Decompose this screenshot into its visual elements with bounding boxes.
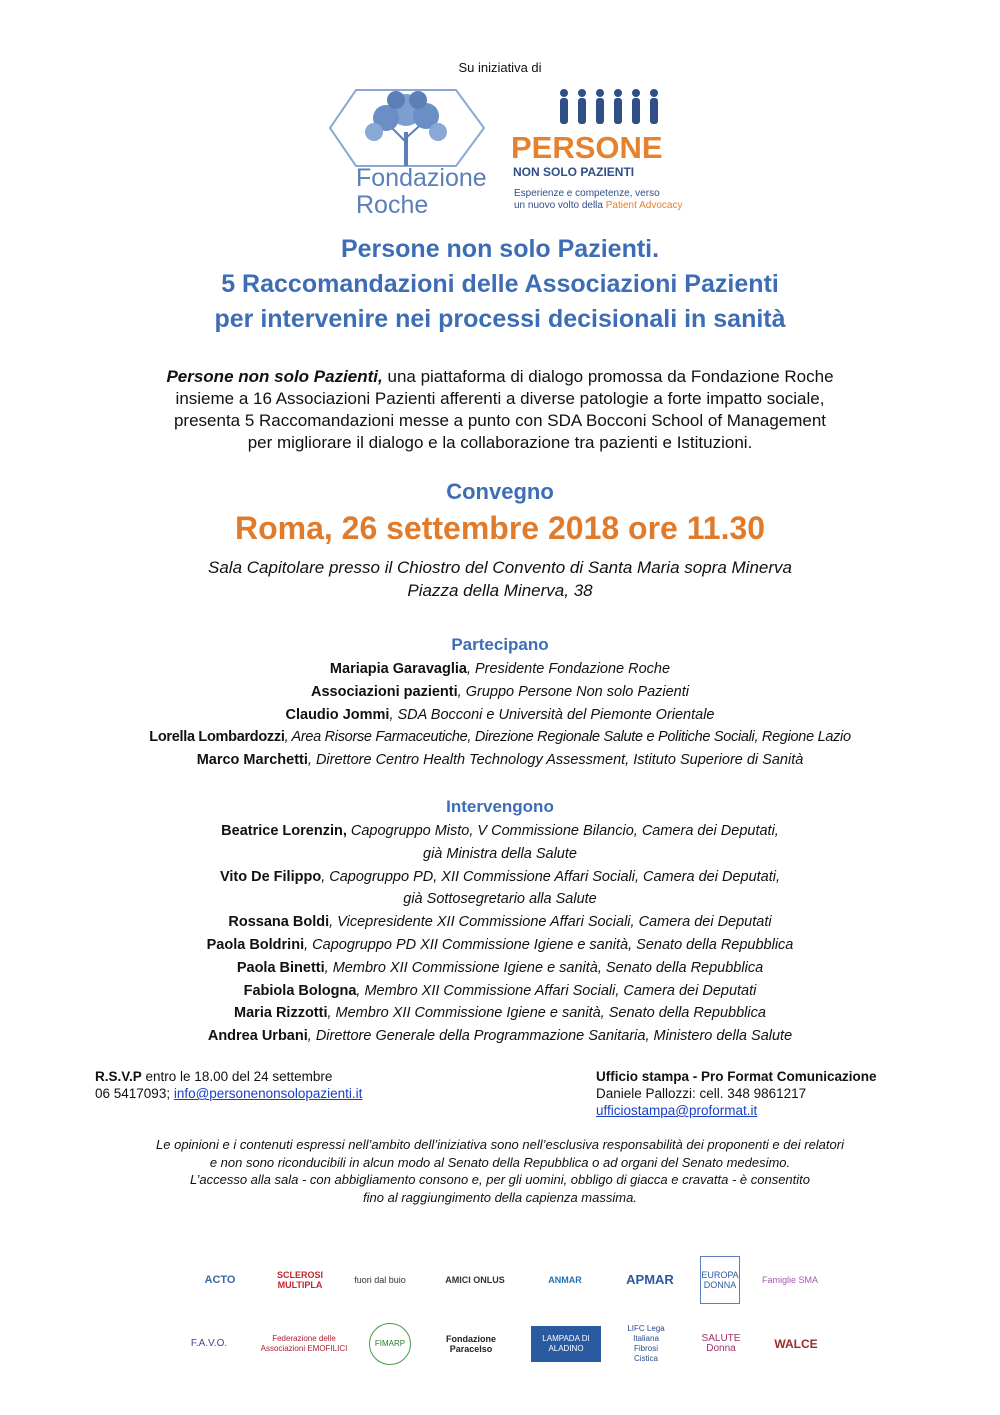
event-type: Convegno bbox=[446, 479, 554, 504]
people-silhouettes-icon bbox=[554, 88, 674, 126]
list-item: Associazioni pazienti, Gruppo Persone Non solo Pazienti bbox=[311, 683, 689, 700]
famiglie-sma-logo: Famiglie SMA bbox=[761, 1275, 818, 1285]
partner-logos-row-2 bbox=[0, 1318, 1000, 1370]
sclerosi-multipla-logo: SCLEROSI MULTIPLA bbox=[277, 1270, 324, 1290]
walce-logo: WALCE bbox=[774, 1337, 818, 1351]
list-item: Paola Boldrini, Capogruppo PD XII Commissione Igiene e sanità, Senato della Repubblica bbox=[206, 936, 794, 953]
intervengono-heading: Intervengono bbox=[446, 797, 554, 816]
list-item: Lorella Lombardozzi, Area Risorse Farmaceutiche, Direzione Regionale Salute e Politiche Sociali, Regione Lazio bbox=[149, 729, 851, 746]
favo-logo: F.A.V.O. bbox=[190, 1338, 228, 1349]
document-title: Persone non solo Pazienti. 5 Raccomandazioni delle Associazioni Pazienti per intervenire nei processi decisionali in sanità bbox=[214, 235, 786, 333]
press-email-link[interactable]: ufficiostampa@proformat.it bbox=[596, 1103, 758, 1118]
list-item: Fabiola Bologna, Membro XII Commissione Affari Sociali, Camera dei Deputati bbox=[243, 982, 757, 999]
lifc-logo: LIFC Lega Italiana Fibrosi Cistica bbox=[627, 1324, 665, 1363]
pnp-subtitle: NON SOLO PAZIENTI bbox=[513, 165, 635, 179]
partecipano-heading: Partecipano bbox=[451, 635, 549, 654]
tree-hexagon-icon bbox=[326, 80, 496, 170]
europa-donna-logo: EUROPA DONNA bbox=[700, 1256, 740, 1304]
fimarp-logo: FIMARP bbox=[369, 1323, 411, 1365]
list-item: Marco Marchetti, Direttore Centro Health Technology Assessment, Istituto Superiore di Sanità bbox=[196, 752, 804, 769]
salute-donna-logo: SALUTE Donna bbox=[701, 1333, 741, 1354]
event-date-time: Roma, 26 settembre 2018 ore 11.30 bbox=[234, 510, 766, 546]
rsvp-block: R.S.V.P entro le 18.00 del 24 settembre 06 5417093; info@personenonsolopazienti.it bbox=[95, 1069, 363, 1101]
federemofilici-logo: Federazione delle Associazioni EMOFILICI bbox=[260, 1334, 348, 1353]
initiative-label: Su iniziativa di bbox=[458, 60, 542, 75]
list-item: Andrea Urbani, Direttore Generale della Programmazione Sanitaria, Ministero della Salute bbox=[207, 1028, 793, 1045]
event-venue: Sala Capitolare presso il Chiostro del Convento di Santa Maria sopra Minerva Piazza della Minerva, 38 bbox=[208, 558, 792, 600]
list-item: Mariapia Garavaglia, Presidente Fondazione Roche bbox=[329, 661, 671, 677]
list-item-continuation: già Ministra della Salute bbox=[423, 845, 577, 862]
list-item-continuation: già Sottosegretario alla Salute bbox=[403, 891, 597, 908]
fondazione-roche-logo bbox=[326, 80, 496, 220]
persone-non-solo-pazienti-logo bbox=[506, 88, 683, 218]
list-item: Paola Binetti, Membro XII Commissione Igiene e sanità, Senato della Repubblica bbox=[236, 959, 764, 976]
fuori-dal-buio-logo: fuori dal buio bbox=[354, 1275, 406, 1285]
amici-onlus-logo: AMICI ONLUS bbox=[445, 1275, 505, 1285]
fondazione-paracelso-logo: Fondazione Paracelso bbox=[446, 1334, 496, 1354]
list-item: Beatrice Lorenzin, Capogruppo Misto, V Commissione Bilancio, Camera dei Deputati, bbox=[221, 823, 779, 839]
partecipano-list bbox=[0, 658, 1000, 772]
rsvp-email-link[interactable]: info@personenonsolopazienti.it bbox=[173, 1086, 363, 1101]
disclaimer: Le opinioni e i contenuti espressi nell’ambito dell’iniziativa sono nell’esclusiva responsabilità dei proponenti e dei relatori e non sono riconducibili in alcun modo al Senato della Repubblica o ad organi del Senato medesimo. L’accesso alla sala - con abbigliamento consono e, per gli uomini, obbligo di giacca e cravatta - è consentito fino al raggiungimento della capienza massima. bbox=[156, 1137, 844, 1205]
intro-paragraph: Persone non solo Pazienti, una piattaforma di dialogo promossa da Fondazione Roche insieme a 16 Associazioni Pazienti afferenti a diverse patologie a forte impatto sociale, presenta 5 Raccomandazioni messe a punto con SDA Bocconi School of Management per migliorare il dialogo e la collaborazione tra pazienti e Istituzioni. bbox=[166, 367, 834, 452]
list-item: Maria Rizzotti, Membro XII Commissione Igiene e sanità, Senato della Repubblica bbox=[234, 1005, 766, 1022]
list-item: Claudio Jommi, SDA Bocconi e Università del Piemonte Orientale bbox=[285, 706, 715, 723]
press-office-block: Ufficio stampa - Pro Format Comunicazione Daniele Pallozzi: cell. 348 9861217 ufficiostampa@proformat.it bbox=[596, 1069, 877, 1118]
lampada-di-aladino-logo: LAMPADA DI ALADINO bbox=[531, 1326, 601, 1362]
apmar-logo: APMAR bbox=[626, 1272, 674, 1287]
anmar-logo: ANMAR bbox=[548, 1275, 582, 1285]
pnp-tagline: Esperienze e competenze, verso un nuovo volto della Patient Advocacy bbox=[514, 188, 683, 211]
pnp-title: PERSONE bbox=[511, 130, 663, 165]
acto-logo: ACTO bbox=[204, 1274, 236, 1286]
list-item: Vito De Filippo, Capogruppo PD, XII Commissione Affari Sociali, Camera dei Deputati, bbox=[219, 868, 781, 885]
intervengono-list bbox=[0, 820, 1000, 1048]
partner-logos-row-1 bbox=[0, 1252, 1000, 1308]
fondazione-roche-wordmark: Fondazione Roche bbox=[356, 164, 487, 219]
list-item: Rossana Boldi, Vicepresidente XII Commissione Affari Sociali, Camera dei Deputati bbox=[228, 914, 772, 931]
